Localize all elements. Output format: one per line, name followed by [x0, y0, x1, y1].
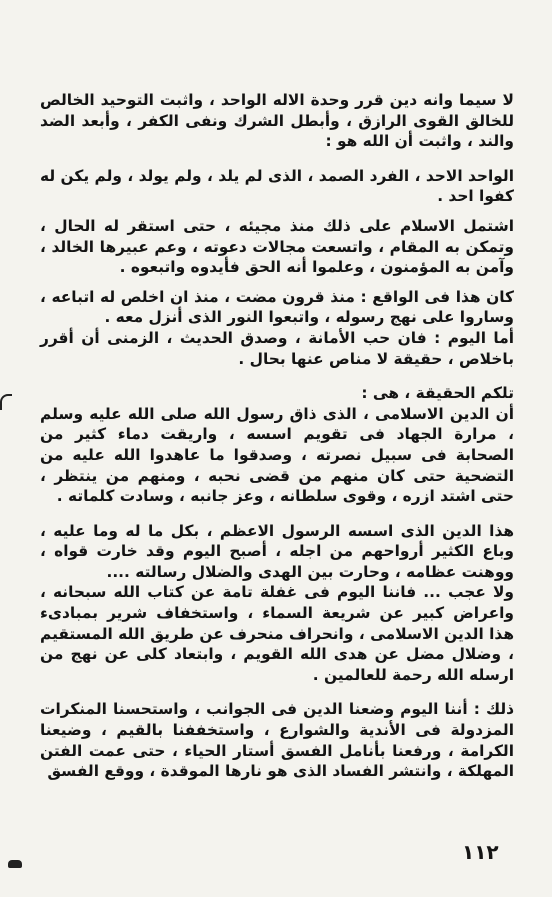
paragraph-9: ولا عجب ... فاننا اليوم فى غفلة تامة عن كتاب الله سبحانه ، واعراض كبير عن شريعة السماء ، واستخفاف شرير بمبادىء هذا الدين الاسلامى ، وانحراف منحرف عن طريق الله المستقيم ، وضلال مضل عن هدى الله القويم ، وابتعاد كلى عن نهج من ارسله الله رحمة للعالمين .: [40, 583, 514, 684]
paragraph-7: أن الدين الاسلامى ، الذى ذاق رسول الله صلى الله عليه وسلم ، مرارة الجهاد فى تقويم اسسه ، واريقت دماء كثير من الصحابة فى سبيل نصرته ، وصدقوا ما عاهدوا الله عليه من التضحية حتى كان منهم من قضى نحبه ، ومنهم من ينتظر ، حتى اشتد ازره ، وقوى سلطانه ، وعز جانبه ، وسادت كلماته .: [40, 404, 514, 506]
paragraph-6: تلكم الحقيقة ، هى :: [361, 384, 514, 403]
paragraph-8: هذا الدين الذى اسسه الرسول الاعظم ، بكل ما له وما عليه ، وباع الكثير أرواحهم من اجله ، أصبح اليوم وقد خارت قواه ، ووهنت عظامه ، وحارت بين الهدى والضلال رسالته ....: [40, 521, 514, 581]
margin-mark: [0, 394, 12, 410]
page-number: ١١٢: [462, 840, 499, 864]
paragraph-10: ذلك : أننا اليوم وضعنا الدين فى الجوانب ، واستحسنا المنكرات المزدولة فى الأندية والشوارع ، واستخففنا بالقيم ، وضيعنا الكرامة ، ورفعنا بأنامل الفسق أستار الحياء ، حتى عمت الفتن المهلكة ، وانتشر الفساد الذى هو نارها الموقدة ، ووقع الفسق: [40, 700, 514, 781]
paragraph-4: كان هذا فى الواقع : منذ قرون مضت ، منذ ان اخلص له اتباعه ، وساروا على نهج رسوله ، واتبعوا النور الذى أنزل معه .: [40, 287, 514, 327]
paragraph-1: لا سيما وانه دين قرر وحدة الاله الواحد ، واثبت التوحيد الخالص للخالق القوى الرازق ، وأبطل الشرك ونفى الكفر ، وأبعد الضد والند ، واثبت أن الله هو :: [40, 91, 514, 151]
paragraph-5: أما اليوم : فان حب الأمانة ، وصدق الحديث ، الزمنى أن أقرر باخلاص ، حقيقة لا مناص عنها بحال .: [40, 328, 514, 368]
ink-smudge: [8, 860, 22, 868]
paragraph-2: الواحد الاحد ، الفرد الصمد ، الذى لم يلد ، ولم يولد ، ولم يكن له كفوا احد .: [40, 166, 514, 206]
body-text: [40, 90, 514, 782]
paragraph-3: اشتمل الاسلام على ذلك منذ مجيئه ، حتى استقر له الحال ، وتمكن به المقام ، واتسعت مجالات دعوته ، وعم عبيرها الخالد ، وآمن به المؤمنون ، وعلموا أنه الحق فأيدوه واتبعوه .: [40, 216, 514, 277]
